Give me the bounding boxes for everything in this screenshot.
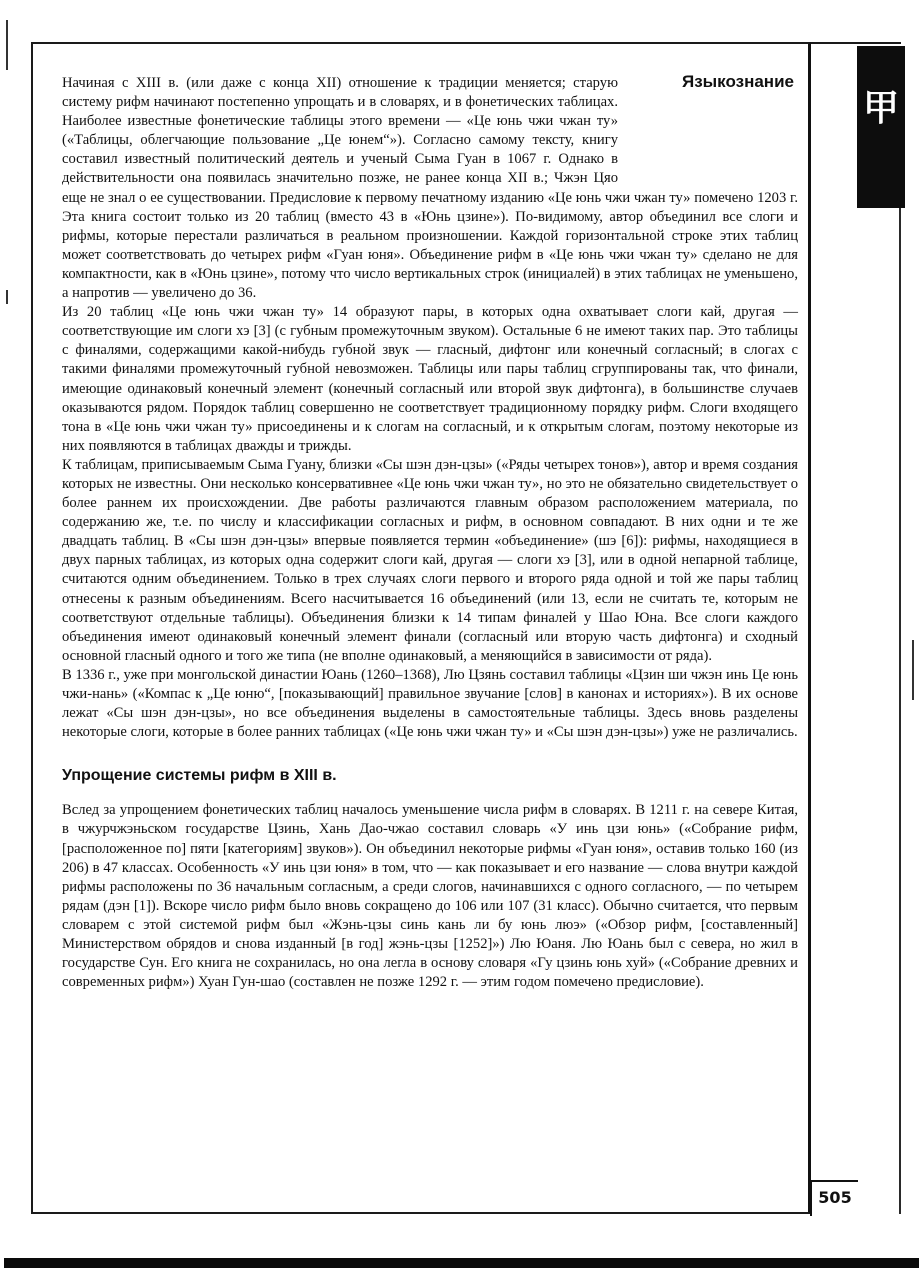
page-number: 505 [810,1180,858,1216]
section-heading: Упрощение системы рифм в XIII в. [62,767,337,785]
body-text [62,74,798,992]
paragraph: Начиная с XIII в. (или даже с конца XII) отношение к традиции меняется; старую систему рифм начинают постепенно упрощать и в словарях, и в фонетических таблицах. Наиболее известные фонетические таблицы этого времени — «Це юнь чжи чжан ту» («Таблицы, облегчающие пользование „Це юнем“»). Согласно самому тексту, книгу составил известный политический деятель и ученый Сыма Гуан в 1067 г. Однако в действительности она появилась значительно позже, не ранее конца XII в.; Чжэн Цяо еще не знал о ее существовании. Предисловие к первому печатному изданию «Це юнь чжи чжан ту» помечено 1203 г. Эта книга состоит только из 20 таблиц (вместо 43 в «Юнь цзине»). По-видимому, автор объединил все слоги и рифмы, которые перестали различаться в реальном произношении. Каждой горизонтальной строке этих таблиц может соответствовать до четырех рифм «Гуан юня». Объединение рифм в «Це юнь чжи чжан ту» сделано не для компактности, как в «Юнь цзине», потому что число вертикальных строк (инициалей) в этих таблицах не уменьшено, а напротив — увеличено до 36. [62,75,798,302]
paragraph: К таблицам, приписываемым Сыма Гуану, близки «Сы шэн дэн-цзы» («Ряды четырех тонов»), автор и время создания которых не известны. Они несколько консервативнее «Це юнь чжи чжан ту», но это не обязательно свидетельствует о более раннем их происхождении. Две работы различаются главным образом расположением материала, по содержанию же, т.е. по числу и классификации согласных и рифм, в основном совпадают. В них одни и те же двадцать таблиц. В «Сы шэн дэн-цзы» впервые появляется термин «объединение» (шэ [6]): рифмы, находящиеся в двух парных таблицах, из которых одна содержит слоги кай, другая — слоги хэ [3], или в одной непарной таблице, считаются одним объединением. Только в трех случаях слоги первого и второго ряда одной и той же пары таблиц отнесены к разным объединениям. Всего насчитывается 16 объединений (или 13, если не считать те, которым не соответствуют отдельные таблицы). Объединения близки к 14 типам финалей у Шао Юна. Все слоги каждого объединения имеют одинаковый конечный элемент финали (согласный или вторую часть дифтонга) и сходный основной гласный одного и того же типа (не вполне одинаковый, а меняющийся в зависимости от ряда). [62,456,798,664]
section-tab-glyph: 甲 [862,87,899,129]
right-edge-rule [899,208,901,1214]
paragraph: В 1336 г., уже при монгольской династии Юань (1260–1368), Лю Цзянь составил таблицы «Цзин ши чжэн инь Це юнь чжи-нань» («Компас к „Це юню“, [показывающий] правильное звучание [слов] в канонах и историях»). В их основе лежат «Сы шэн дэн-цзы», но все объединения выделены в самостоятельные таблицы. Здесь вновь разделены некоторые слоги, которые в более ранних таблицах («Це юнь чжи чжан ту» и «Сы шэн дэн-цзы») уже не различались. [62,666,798,741]
paragraph: Из 20 таблиц «Це юнь чжи чжан ту» 14 образуют пары, в которых одна охватывает слоги кай, другая — соответствующие им слоги хэ [3] (с губным промежуточным звуком). Остальные 6 не имеют таких пар. Это таблицы с финалями, содержащими какой-нибудь губной звук — гласный, дифтонг или конечный согласный; в слогах с такими финалями промежуточный губной невозможен. Таблицы или пары таблиц сгруппированы так, что финали, имеющие одинаковый конечный элемент (конечный согласный или второй звук дифтонга), в большинстве случаев оказываются рядом. Порядок таблиц совершенно не соответствует традиционному порядку рифм. Слоги входящего тона в «Це юнь чжи чжан ту» присоединены и к слогам на согласный, и к открытым слогам, поэтому некоторые из них появляются в таблицах дважды и трижды. [62,304,798,454]
margin-mark [912,640,914,700]
margin-mark [6,20,8,70]
paragraph: Вслед за упрощением фонетических таблиц началось уменьшение числа рифм в словарях. В 1211 г. на севере Китая, в чжурчжэньском государстве Цзинь, Хань Дао-чжао составил словарь «У инь цзи юнь» («Собрание рифм, [расположенное по] пяти [категориям] звуков»). Он объединил некоторые рифмы «Гуан юня», оставив только 160 (из 206) в 47 классах. Особенность «У инь цзи юня» в том, что — как показывает и его название — слова внутри каждой рифмы расположены по 36 начальным согласным, а среди слогов, начинавшихся с одного согласного, — по четырем рядам (дэн [1]). Вскоре число рифм было вновь сокращено до 106 или 107 (31 класс). Обычно считается, что первым словарем с этой системой рифм был «Жэнь-цзы синь кань ли бу юнь люэ» («Обзор рифм, [составленный] Министерством обрядов и снова изданный [в год] жэнь-цзы [1252]») Лю Юаня. Лю Юань был с севера, но жил в государстве Сун. Его книга не сохранилась, но она легла в основу словаря «Гу цзинь юнь хуй» («Собрание древних и современных рифм») Хуан Гун-шао (составлен не позже 1292 г. — этим годом помечено предисловие). [62,802,798,991]
section-label: Языкознание [682,72,794,91]
header-float-spacer [618,74,798,180]
bottom-bar [4,1258,919,1268]
margin-mark [6,290,8,304]
